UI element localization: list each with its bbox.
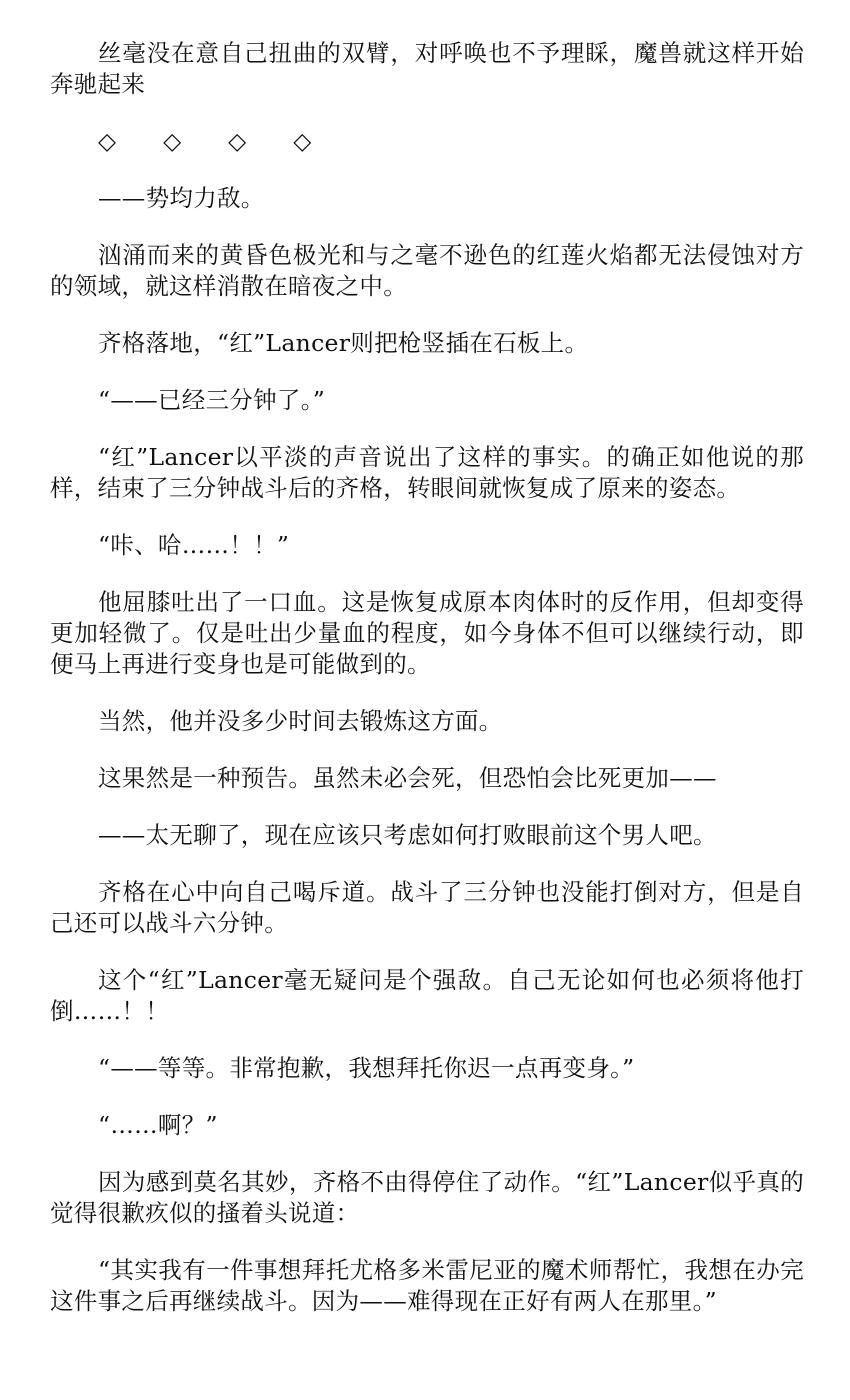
paragraph-6: “——已经三分钟了。” — [98, 386, 326, 414]
paragraph-5: 齐格落地，“红”Lancer则把枪竖插在石板上。 — [98, 329, 589, 357]
paragraph-8: “咔、哈……！！” — [98, 531, 290, 559]
paragraph-14: 这个“红”Lancer毫无疑问是个强敌。自己无论如何也必须将他打倒……！！ — [50, 966, 804, 1025]
paragraph-10: 当然，他并没多少时间去锻炼这方面。 — [98, 707, 503, 735]
paragraph-15: “——等等。非常抱歉，我想拜托你迟一点再变身。” — [98, 1054, 635, 1082]
paragraph-3: ——势均力敌。 — [98, 184, 265, 212]
paragraph-7: “红”Lancer以平淡的声音说出了这样的事实。的确正如他说的那样，结束了三分钟战斗后的齐格，转眼间就恢复成了原来的姿态。 — [50, 443, 804, 502]
paragraph-9: 他屈膝吐出了一口血。这是恢复成原本肉体时的反作用，但却变得更加轻微了。仅是吐出少量血的程度，如今身体不但可以继续行动，即便马上再进行变身也是可能做到的。 — [50, 588, 804, 678]
paragraph-12: ——太无聊了，现在应该只考虑如何打败眼前这个男人吧。 — [98, 821, 717, 849]
paragraph-18: “其实我有一件事想拜托尤格多米雷尼亚的魔术师帮忙，我想在办完这件事之后再继续战斗。因为——难得现在正好有两人在那里。” — [50, 1256, 804, 1315]
paragraph-16: “……啊？” — [98, 1111, 218, 1139]
scene-separator: ◇ ◇ ◇ ◇ — [98, 127, 312, 155]
document-page — [50, 38, 804, 1343]
paragraph-11: 这果然是一种预告。虽然未必会死，但恐怕会比死更加—— — [98, 764, 717, 792]
paragraph-4: 汹涌而来的黄昏色极光和与之毫不逊色的红莲火焰都无法侵蚀对方的领域，就这样消散在暗夜之中。 — [50, 241, 804, 300]
paragraph-13: 齐格在心中向自己喝斥道。战斗了三分钟也没能打倒对方，但是自己还可以战斗六分钟。 — [50, 878, 804, 937]
paragraph-1: 丝毫没在意自己扭曲的双臂，对呼唤也不予理睬，魔兽就这样开始奔驰起来 — [50, 39, 804, 98]
paragraph-17: 因为感到莫名其妙，齐格不由得停住了动作。“红”Lancer似乎真的觉得很歉疚似的搔着头说道： — [50, 1168, 804, 1227]
